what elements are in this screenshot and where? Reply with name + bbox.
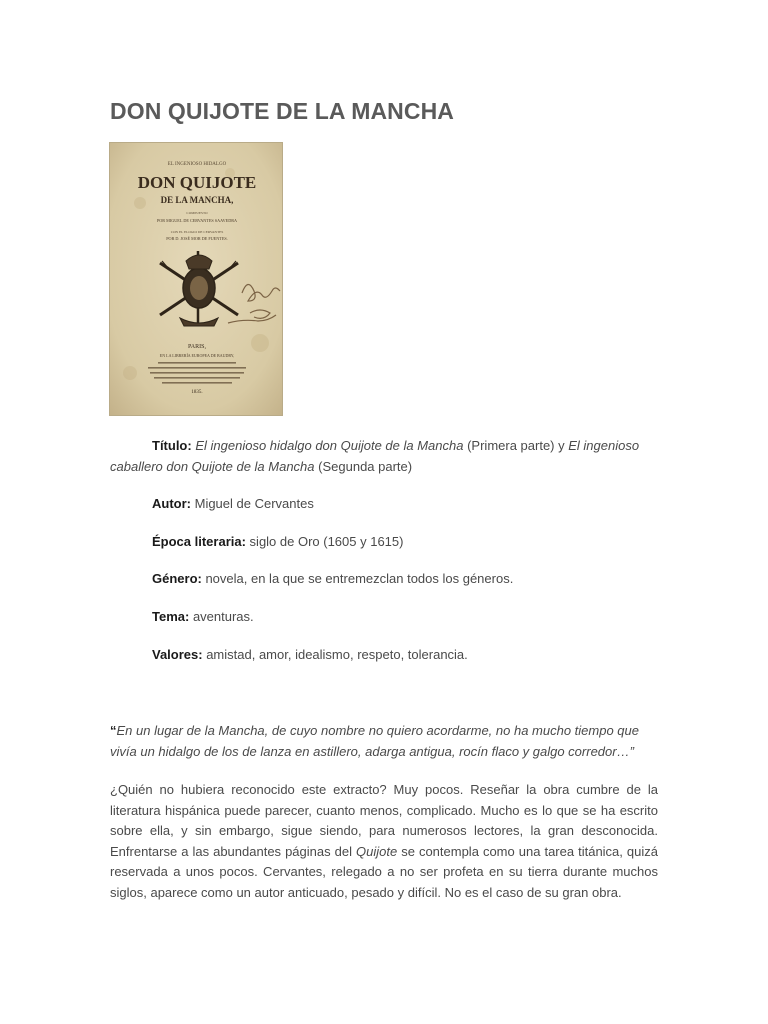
quote-text: En un lugar de la Mancha, de cuyo nombre no quiero acordarme, no ha mucho tiempo que vivía un hidalgo de los de lanza en astillero, adarga antigua, rocín flaco y galgo corredor…” xyxy=(110,723,639,759)
cover-line-3: DE LA MANCHA, xyxy=(160,195,234,205)
field-autor-value: Miguel de Cervantes xyxy=(191,496,314,511)
field-genero-value: novela, en la que se entremezclan todos los géneros. xyxy=(201,571,514,586)
body-text-part2: se contempla como una tarea titánica, quizá reservada a unos pocos. Cervantes, relegado a no ser profeta en su tierra durante muchos siglos, aparece como un autor anticuado, pesado y difícil. No es el caso de su gran obra. xyxy=(110,843,658,900)
field-autor xyxy=(110,494,658,515)
field-valores xyxy=(110,645,658,666)
body-paragraph xyxy=(110,780,658,903)
field-epoca xyxy=(110,532,658,553)
field-genero-label: Género: xyxy=(152,571,202,586)
cover-line-5: POR MIGUEL DE CERVANTES SAAVEDRA xyxy=(156,218,238,223)
field-epoca-label: Época literaria: xyxy=(152,534,246,549)
field-titulo-part2-title: El ingenioso caballero don Quijote de la Mancha xyxy=(110,438,640,474)
opening-quote xyxy=(110,721,658,762)
cover-year: 1835. xyxy=(191,390,203,395)
body-text-italic: Quijote xyxy=(355,843,398,859)
field-tema-value: aventuras. xyxy=(189,609,254,624)
field-titulo-part1-title: El ingenioso hidalgo don Quijote de la Mancha xyxy=(195,438,464,453)
field-tema-label: Tema: xyxy=(152,609,190,624)
body-text-part1: ¿Quién no hubiera reconocido este extracto? Muy pocos. Reseñar la obra cumbre de la literatura hispánica puede parecer, cuanto menos, complicado. Mucho es lo que se ha escrito sobre ella, y sin embargo, sigue siendo, para numerosos lectores, la gran desconocida. Enfrentarse a las abundantes páginas del xyxy=(110,782,658,859)
field-valores-value: amistad, amor, idealismo, respeto, tolerancia. xyxy=(202,647,468,662)
field-titulo xyxy=(110,436,658,477)
field-titulo-part1-note: (Primera parte) y xyxy=(463,438,569,453)
cover-line-4: COMPUESTO xyxy=(186,211,208,215)
cover-line-6: CON EL ELOGIO DE CERVANTES xyxy=(170,230,224,234)
field-titulo-label: Título: xyxy=(152,438,192,453)
field-epoca-value: siglo de Oro (1605 y 1615) xyxy=(245,534,404,549)
page-title: DON QUIJOTE DE LA MANCHA xyxy=(110,98,454,124)
field-tema xyxy=(110,607,658,628)
field-autor-label: Autor: xyxy=(152,496,191,511)
field-titulo-part2-note: (Segunda parte) xyxy=(314,458,413,474)
cover-publisher: EN LA LIBRERÍA EUROPEA DE BAUDRY, xyxy=(159,353,235,358)
cover-line-7: POR D. JOSÉ MOR DE FUENTES. xyxy=(166,236,228,241)
cover-line-1: EL INGENIOSO HIDALGO xyxy=(167,162,227,167)
cover-line-2: DON QUIJOTE xyxy=(137,173,257,192)
cover-city: PARIS, xyxy=(188,344,206,350)
field-genero xyxy=(110,569,658,590)
quote-open-mark: “ xyxy=(110,723,117,738)
field-valores-label: Valores: xyxy=(152,647,203,662)
book-cover-image xyxy=(109,142,283,416)
